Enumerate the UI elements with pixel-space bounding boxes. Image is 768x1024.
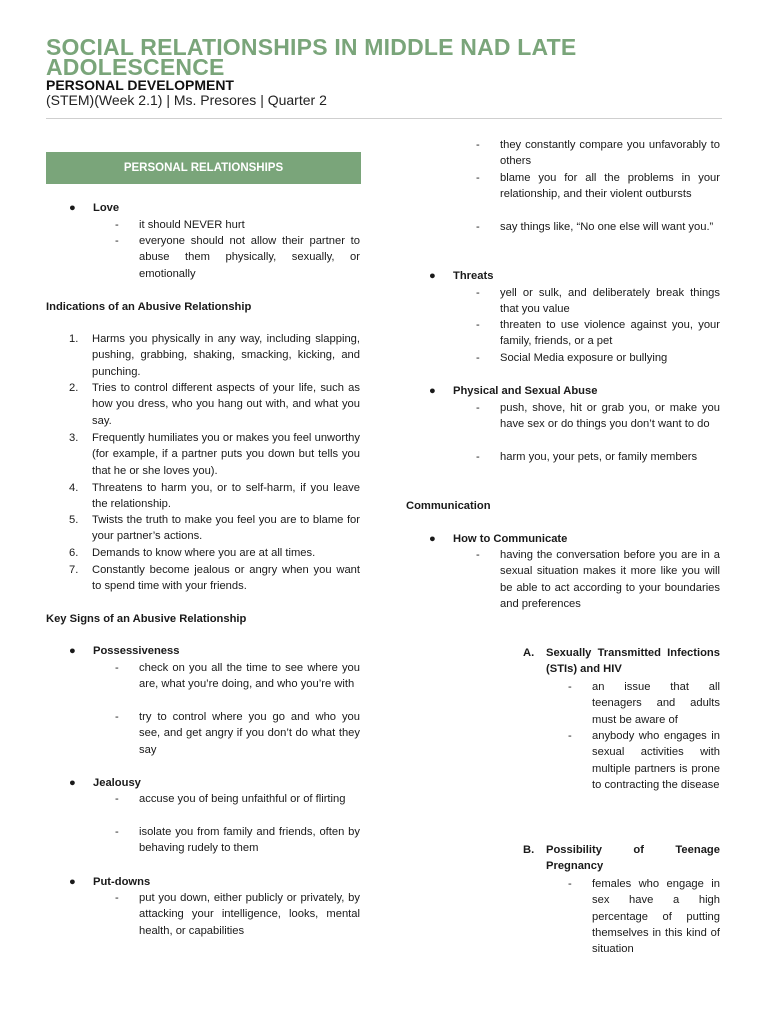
heading-communication: Communication xyxy=(406,500,491,512)
bullet-icon: ● xyxy=(69,645,76,657)
sti-item-2: - anybody who engages in sexual activities with multiple partners is prone to contracting the disease xyxy=(568,730,720,791)
indication-item-2: 2. Tries to control different aspects of your life, such as how you dress, who you hang out with, and what you say. xyxy=(69,382,360,427)
bullet-jealousy: ● Jealousy xyxy=(93,775,141,791)
threats-item-1: - yell or sulk, and deliberately break things that you value xyxy=(476,287,720,316)
bullet-physical-sexual-abuse: ● Physical and Sexual Abuse xyxy=(453,383,597,399)
put-downs-item-2: - they constantly compare you unfavorably to others xyxy=(476,139,720,168)
bullet-icon: ● xyxy=(429,385,436,397)
jealousy-item-2: - isolate you from family and friends, often by behaving rudely to them xyxy=(115,826,360,855)
pregnancy-item-1: - females who engage in sex have a high percentage of putting themselves in this kind of situation xyxy=(568,878,720,956)
bullet-icon: ● xyxy=(69,202,76,214)
bullet-icon: ● xyxy=(69,876,76,888)
bullet-possessiveness: ● Possessiveness xyxy=(93,643,179,659)
indication-item-7: 7. Constantly become jealous or angry when you want to spend time with your friends. xyxy=(69,564,360,593)
indication-item-4: 4. Threatens to harm you, or to self-harm, if you leave the relationship. xyxy=(69,482,360,511)
threats-item-3: - Social Media exposure or bullying xyxy=(476,352,668,364)
bullet-how-to-communicate: ● How to Communicate xyxy=(453,531,567,547)
indication-item-6: 6. Demands to know where you are at all times. xyxy=(69,547,316,559)
how-item-1: - having the conversation before you are in a sexual situation makes it more like you will be able to act according to your boundaries and preferences xyxy=(476,549,720,610)
love-item-2: - everyone should not allow their partner to abuse them physically, sexually, or emotionally xyxy=(115,235,360,280)
document-title: SOCIAL RELATIONSHIPS IN MIDDLE NAD LATE ADOLESCENCE xyxy=(46,34,577,80)
put-downs-item-3: - blame you for all the problems in your relationship, and their violent outbursts xyxy=(476,172,720,201)
document-subtitle: PERSONAL DEVELOPMENT xyxy=(46,77,234,93)
subsection-a-sti-hiv: A. Sexually Transmitted Infections (STIs) and HIV xyxy=(523,647,720,676)
bullet-icon: ● xyxy=(429,270,436,282)
header-divider xyxy=(46,118,722,119)
put-downs-item-1: - put you down, either publicly or privately, by attacking your intelligence, looks, mental health, or capabilities xyxy=(115,892,360,937)
section-banner-personal-relationships: PERSONAL RELATIONSHIPS xyxy=(46,152,361,184)
document-meta: (STEM)(Week 2.1) | Ms. Presores | Quarter 2 xyxy=(46,92,327,108)
abuse-item-2: - harm you, your pets, or family members xyxy=(476,451,698,463)
heading-key-signs: Key Signs of an Abusive Relationship xyxy=(46,613,247,625)
bullet-icon: ● xyxy=(69,777,76,789)
possessiveness-item-1: - check on you all the time to see where you are, what you’re doing, and who you’re with xyxy=(115,662,360,691)
subsection-b-teenage-pregnancy: B. Possibility of Teenage Pregnancy xyxy=(523,844,720,873)
sti-item-1: - an issue that all teenagers and adults must be aware of xyxy=(568,681,720,726)
heading-indications: Indications of an Abusive Relationship xyxy=(46,301,252,313)
bullet-put-downs: ● Put-downs xyxy=(93,874,150,890)
possessiveness-item-2: - try to control where you go and who you see, and get angry if you don’t do what they say xyxy=(115,711,360,756)
indication-item-3: 3. Frequently humiliates you or makes you feel unworthy (for example, if a partner puts you down but tells you that he or she loves you). xyxy=(69,432,360,477)
bullet-icon: ● xyxy=(429,533,436,545)
love-item-1: - it should NEVER hurt xyxy=(115,219,245,231)
threats-item-2: - threaten to use violence against you, your family, friends, or a pet xyxy=(476,319,720,348)
indication-item-1: 1. Harms you physically in any way, including slapping, pushing, grabbing, shaking, smacking, kicking, and punching. xyxy=(69,333,360,378)
bullet-threats: ● Threats xyxy=(453,268,493,284)
abuse-item-1: - push, shove, hit or grab you, or make you have sex or do things you don’t want to do xyxy=(476,402,720,431)
put-downs-item-4: - say things like, “No one else will want you.” xyxy=(476,221,714,233)
bullet-love: ● Love xyxy=(93,200,119,216)
jealousy-item-1: - accuse you of being unfaithful or of flirting xyxy=(115,793,346,805)
indication-item-5: 5. Twists the truth to make you feel you are to blame for your partner’s actions. xyxy=(69,514,360,543)
